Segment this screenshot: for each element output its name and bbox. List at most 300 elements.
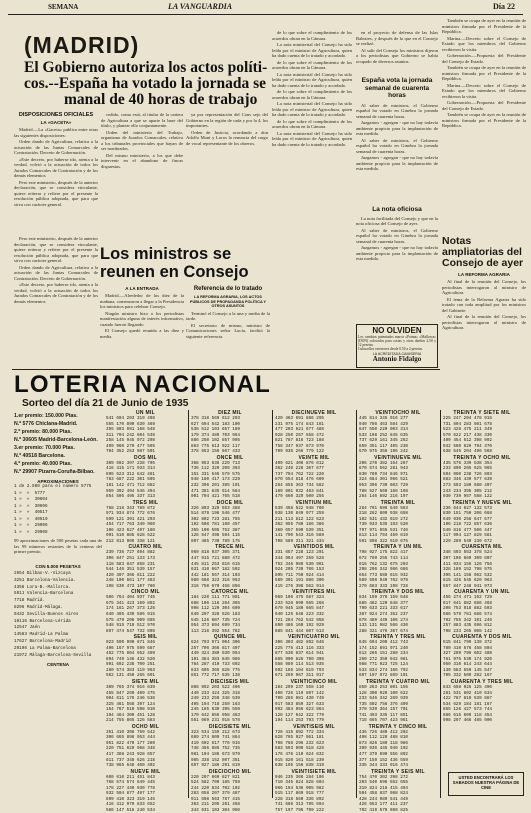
lottery-number-row: 966 194 536 905 982 — [275, 785, 324, 791]
lottery-number-row: 538 512 103 657 189 — [191, 427, 240, 433]
paragraph: La nota ministerial del Consejo ha sido leída por el ministro de Agricultura, quien ha dado cuenta de lo tratado y acordado. — [272, 42, 352, 58]
lottery-number-row: 454 717 763 340 960 — [106, 522, 155, 528]
lottery-number-row: 878 489 449 106 274 — [359, 617, 408, 623]
lottery-thousand-heading: QUINCE MIL — [213, 634, 247, 641]
lottery-thousand-heading: DOCE MIL — [216, 499, 244, 506]
lottery-thousand-heading: UN MIL — [135, 410, 156, 416]
lottery-number-row: 741 493 335 117 851 — [359, 712, 408, 718]
lottery-number-row: 798 233 265 808 142 — [443, 628, 492, 634]
lottery-thousand-heading: VEINTICUATRO MIL — [288, 634, 340, 641]
lottery-number-row: 233 546 342 269 939 — [359, 696, 408, 702]
ad-body: Los cambios patentados marca «Poima» «Mallorca» (DON) colocados para costas y otras dueños 2,50 y 12 pesetas. — [358, 335, 436, 348]
lottery-number-row: 790 633 221 333 617 — [359, 606, 408, 612]
lottery-column — [440, 410, 521, 798]
lottery-number-row: 212 813 906 338 121 — [106, 538, 155, 544]
con-5000-line: 3251 Barcelona-Valencia. — [14, 577, 76, 583]
lottery-number-row: 456 274 471 162 729 — [443, 595, 492, 601]
lottery-number-row: 649 930 258 647 677 — [443, 516, 492, 522]
lottery-number-row: 151 331 546 579 575 — [191, 471, 240, 477]
lottery-number-row: 899 410 323 319 145 — [106, 796, 155, 802]
lottery-number-row: 752 346 989 530 981 — [275, 561, 324, 567]
lottery-number-row: 533 108 252 845 635 — [359, 432, 408, 438]
lottery-number-row: 600 610 211 451 843 — [106, 774, 155, 780]
lottery-number-row: 811 737 348 626 218 — [106, 757, 155, 763]
left-column — [14, 112, 98, 247]
lottery-number-row: 228 318 560 336 892 — [275, 796, 324, 802]
lottery-number-row: 988 771 923 725 124 — [359, 662, 408, 668]
lottery-number-row: 298 206 342 986 686 — [359, 567, 408, 573]
aproximacion-line: 1 de 2.500 para el número 5775 — [14, 484, 92, 489]
no-olviden-ad — [356, 324, 438, 368]
lottery-number-row: 415 276 398 562 914 — [275, 583, 324, 589]
lottery-number-row: 548 915 710 512 970 — [106, 623, 155, 629]
con-5000-line: 8296 Madrid-Málaga. — [14, 604, 63, 610]
lottery-number-row: 586 147 516 240 534 — [106, 807, 155, 813]
con-5000-line: 2654 Bilbao-V.-Vizcaya — [14, 571, 71, 576]
paragraph: de lo que sobre el cumplimiento de los acuerdos obran en la Cámara. — [272, 30, 352, 41]
lottery-number-row: 815 426 545 620 963 — [443, 578, 492, 584]
paragraph: de lo que sobre el cumplimiento de los acuerdos obran en la Cámara. — [272, 89, 352, 100]
lottery-number-row: 270 683 333 198 728 — [359, 583, 408, 589]
entrada-sub: A LA ENTRADA — [125, 286, 159, 291]
premio-line: N.º 5776 Chiclana-Madrid. — [14, 421, 78, 427]
lottery-number-row: 589 598 940 762 979 — [359, 578, 408, 584]
paragraph: El tema de la Reforma Agraria ha sido tratado con toda amplitud por los ministros del Gabinete. — [442, 296, 526, 313]
lottery-number-row: 870 554 818 476 609 — [275, 477, 324, 483]
lottery-number-row: 378 653 156 667 433 — [191, 449, 240, 455]
paragraph: en el proyecto de defensa de las Islas Baleares, y después de lo que en el Consejo se realizó. — [356, 30, 438, 46]
paragraph: de lo que sobre el cumplimiento de los acuerdos obran en la Cámara. — [272, 118, 352, 129]
paragraph: Al saber de ministros, el Gobierno español ha votado en Ginebra la jornada semanal de cuarenta horas. — [356, 102, 438, 119]
con-5000-line: 12547 Jaén — [14, 625, 40, 631]
lottery-number-row: 435 576 339 538 354 — [443, 460, 492, 466]
column-5 — [356, 30, 438, 360]
lottery-number-row: 886 250 102 857 995 — [191, 438, 240, 444]
headline-line-3: manal de 40 horas de trabajo — [64, 91, 258, 108]
lottery-number-row: 924 205 739 706 153 — [275, 567, 324, 573]
lottery-thousand-heading: CATORCE MIL — [211, 589, 249, 596]
lottery-title: LOTERIA NACIONAL — [14, 371, 271, 398]
lottery-number-row: 566 579 781 686 574 — [443, 611, 492, 617]
lottery-thousand-heading: VEINTISIETE MIL — [291, 768, 337, 775]
lottery-number-row: 232 396 201 395 191 — [191, 483, 240, 489]
masthead-center: LA VANGUARDIA — [168, 2, 233, 11]
lottery-thousand-heading: DOS MIL — [134, 454, 157, 461]
left-column-body — [14, 127, 98, 247]
paragraph: La nota facilitada del Consejo y que en la nota oficiosa del Consejo de ayer. — [356, 215, 438, 226]
paragraph: de lo que sobre el cumplimiento de los acuerdos obran en la Cámara. — [272, 59, 352, 70]
premio-line: 3.er premio: 70.000 Ptas. — [14, 445, 75, 451]
lottery-thousand-heading: DIECIOCHO MIL — [208, 768, 252, 775]
lottery-number-row: 738 965 648 400 402 — [106, 763, 155, 769]
lottery-number-row: 178 227 440 930 778 — [106, 785, 155, 791]
lottery-number-row: 471 381 835 514 564 — [191, 488, 240, 494]
lottery-number-row: 671 269 967 311 917 — [275, 673, 324, 679]
lottery-number-row: 419 692 617 776 915 — [191, 740, 240, 746]
lottery-number-row: 477 203 621 677 486 — [275, 427, 324, 433]
reforma-agraria-sub: LA REFORMA AGRARIA — [458, 272, 510, 277]
ministers-left — [100, 286, 184, 363]
lottery-number-row: 700 286 981 430 749 — [275, 696, 324, 702]
lottery-thousand-heading: CINCO MIL — [131, 589, 160, 596]
lottery-number-row: 164 299 237 558 110 — [275, 684, 324, 690]
lottery-number-row: 128 127 942 322 779 — [275, 712, 324, 718]
lottery-number-row: 436 726 480 412 202 — [359, 729, 408, 735]
lottery-number-row: 233 890 205 625 965 — [443, 466, 492, 472]
lottery-thousand-heading: SIETE MIL — [131, 678, 160, 685]
lottery-number-row: 194 114 253 793 779 — [275, 718, 324, 724]
lottery-number-row: 885 841 444 807 513 — [275, 628, 324, 634]
lottery-thousand-heading: VEINTIOCHO MIL — [375, 410, 421, 416]
lottery-thousand-heading: TRES MIL — [132, 499, 159, 506]
paragraph: Pero este ministerio, después de la anterior declaración, que se considera vinculante, quiere reiterar y refiere por el presente la resolución pública adoptada, que para que sirva con carácter general. — [14, 179, 98, 207]
lottery-number-row: 422 787 810 539 887 — [443, 696, 492, 702]
lottery-thousand-heading: TREINTA Y CUATRO MIL — [365, 678, 431, 685]
lottery-number-row: 847 550 220 903 314 — [359, 427, 408, 433]
paragraph: Terminó el Consejo a la una y media de la tarde. — [186, 310, 270, 321]
lottery-number-row: 102 531 432 619 272 — [359, 516, 408, 522]
lottery-number-row: 442 181 567 314 103 — [191, 572, 240, 578]
paragraph: Madrid.—La «Gaceta» publica entre otras las siguientes disposiciones: — [14, 127, 98, 138]
con-5000-line: 4358 Lora-B.-Mallorca. — [14, 584, 71, 590]
lottery-thousand-heading: TREINTA Y OCHO MIL — [453, 454, 511, 461]
lottery-number-row: 792 755 342 101 246 — [443, 617, 492, 623]
lottery-number-row: 570 975 356 196 242 — [359, 449, 408, 455]
con-5000-line: 20196 La Palma-Barcelona — [14, 645, 76, 651]
lottery-number-row: 302 802 723 281 755 — [191, 516, 240, 522]
lottery-number-row: 813 114 794 469 819 — [359, 533, 408, 539]
lottery-number-row: 940 786 463 584 429 — [359, 421, 408, 427]
paragraph: La nota ministerial del Consejo ha sido leída por el ministro de Agricultura, quien ha dado cuenta de lo tratado y acordado. — [272, 130, 352, 147]
lottery-number-row: 991 510 885 628 522 — [106, 533, 155, 539]
con-5000-line: 14583 Madrid-La Palma — [14, 632, 69, 638]
paragraph: Al final de la reunión del Consejo, los periodistas interrogaron al ministro de Agricultura. — [442, 314, 526, 330]
lottery-number-row: 283 658 207 379 487 — [191, 791, 240, 797]
lottery-number-row: 757 197 795 799 222 — [275, 807, 324, 813]
lottery-number-row: 557 847 248 941 973 — [443, 583, 492, 589]
lottery-number-row: 141 790 543 316 589 — [275, 533, 324, 539]
lottery-number-row: 133 131 982 566 430 — [359, 623, 408, 629]
lottery-number-row: 174 152 891 971 240 — [359, 645, 408, 651]
lottery-number-row: 426 653 177 411 237 — [359, 802, 408, 808]
lottery-number-row: 894 749 146 432 520 — [106, 656, 155, 662]
lottery-number-row: 348 503 553 378 524 — [443, 550, 492, 556]
lottery-thousand-heading: VEINTINUEVE MIL — [374, 454, 422, 461]
lottery-number-row: 257 706 366 817 407 — [191, 645, 240, 651]
lottery-thousand-heading: SEIS MIL — [133, 634, 158, 641]
lottery-number-row: 211 113 812 122 523 — [275, 516, 324, 522]
lottery-number-row: 558 989 114 513 935 — [275, 662, 324, 668]
lottery-number-row: 953 396 730 603 729 — [359, 483, 408, 489]
lottery-number-row: 855 126 427 573 744 — [443, 707, 492, 713]
lottery-thousand-heading: TREINTA MIL — [380, 499, 416, 506]
lottery-number-row: 780 410 676 458 804 — [443, 645, 492, 651]
lottery-thousand-heading: TREINTA Y TRES MIL — [370, 634, 426, 641]
lottery-number-row: 411 934 156 126 756 — [443, 561, 492, 567]
paragraph: Marina.—Decreto sobre el Consejo de Estado que los miembros del Gobierno recibieron la visita. — [442, 82, 526, 99]
lottery-number-row: 248 100 661 177 463 — [106, 578, 155, 584]
lottery-number-row: 768 768 296 232 623 — [275, 740, 324, 746]
lottery-number-row: 562 131 450 265 691 — [106, 673, 155, 679]
ad-title: NO OLVIDEN — [372, 326, 422, 335]
lottery-number-row: 851 772 717 635 138 — [191, 673, 240, 679]
lottery-number-row: 306 303 482 892 646 — [275, 640, 324, 646]
lottery-number-row: 640 495 439 585 915 — [106, 611, 155, 617]
lottery-number-row: 126 547 498 594 115 — [191, 533, 240, 539]
lottery-number-row: 264 146 892 216 197 — [359, 494, 408, 500]
paragraph: Juzgamos - agregan - que no hay todavía ambiente propicio para la implantación de esta medida. — [356, 245, 438, 261]
paragraph: Al saber de ministros, el Gobierno español ha votado en Ginebra la jornada semanal de cuarenta horas. — [356, 137, 438, 154]
headline-line-2: cos.--España ha votado la jornada se — [24, 75, 266, 92]
column-6 — [442, 18, 526, 363]
lottery-number-row: 179 374 489 703 964 — [191, 432, 240, 438]
lottery-number-row: 843 658 925 125 406 — [443, 684, 492, 690]
lottery-number-row: 555 170 890 630 469 — [106, 421, 155, 427]
paragraph: Madrid.—Alrededor de las diez de la mañana, comenzaron a llegar a la Presidencia los ministros para celebrar Consejo. — [100, 293, 184, 309]
con-5000-line: 10116 Barcelona-Lérida — [14, 618, 71, 624]
lottery-number-row: 930 739 987 588 122 — [443, 494, 492, 500]
lottery-number-row: 343 631 103 304 950 — [191, 807, 240, 813]
lottery-number-row: 176 476 110 624 832 — [275, 751, 324, 757]
lottery-number-row: 570 622 217 438 330 — [443, 432, 492, 438]
gaceta-subtitle: LA «GACETA» — [40, 120, 72, 125]
lottery-number-row: 833 605 365 828 775 — [191, 667, 240, 673]
lottery-number-row: 870 574 562 281 943 — [359, 466, 408, 472]
lottery-number-row: 784 287 410 733 602 — [191, 662, 240, 668]
lottery-number-row: 928 250 267 558 472 — [275, 432, 324, 438]
lottery-number-row: 624 793 971 904 306 — [191, 640, 240, 646]
lottery-number-row: 768 574 574 649 445 — [106, 780, 155, 786]
lottery-number-row: 631 410 667 182 502 — [191, 567, 240, 573]
paragraph: La nota ministerial del Consejo ha sido leída por el ministro de Agricultura, quien ha dado cuenta de lo tratado y acordado. — [272, 101, 352, 117]
paragraph: Juzgamos - agregan - que no hay todavía ambiente propicio para la implantación de esta medida. — [356, 120, 438, 136]
premio-line: 4.º premio: 40.000 Ptas. — [14, 461, 72, 467]
lottery-number-row: 198 530 473 107 780 — [106, 583, 155, 589]
lottery-number-row: 477 379 690 556 892 — [359, 751, 408, 757]
entrada-body — [100, 293, 184, 363]
lottery-number-row: 938 130 849 977 259 — [275, 511, 324, 517]
lottery-number-row: 496 167 975 599 687 — [106, 645, 155, 651]
lottery-number-row: 344 964 497 259 528 — [275, 556, 324, 562]
lottery-number-row: 575 479 208 909 695 — [106, 617, 155, 623]
lottery-number-row: 405 194 718 259 163 — [191, 701, 240, 707]
ad-tag: LA ACREDITADA CAMISERIA — [372, 352, 422, 356]
lottery-number-row: 540 816 477 506 447 — [443, 527, 492, 533]
notas-body — [442, 279, 526, 349]
lottery-number-row: 479 660 329 500 255 — [275, 494, 324, 500]
ad-sub: Cubacollos exteriores desde 0,50 a 2 pesetas. — [358, 347, 423, 351]
lottery-number-row: 101 384 383 845 986 — [191, 656, 240, 662]
lottery-number-row: 378 318 569 612 293 — [191, 416, 240, 421]
lottery-number-row: 697 927 186 291 819 — [191, 763, 240, 769]
lottery-number-row: 328 189 152 798 975 — [443, 567, 492, 573]
lottery-number-row: 420 463 691 886 295 — [275, 416, 324, 421]
lottery-number-row: 362 240 226 367 677 — [275, 466, 324, 472]
lottery-number-row: 264 855 363 734 582 — [275, 483, 324, 489]
ministers-headline-2: reunen en Consejo — [100, 263, 249, 281]
lottery-number-row: 306 847 251 133 173 — [106, 556, 155, 562]
paragraph: Orden dando de Agricultura, relativa a la actuación de las Juntas Comarcales de Contratación. Decreto de Gobernación. — [14, 264, 98, 281]
lottery-number-row: 709 936 266 779 122 — [275, 449, 324, 455]
lottery-numbers-grid — [104, 410, 526, 813]
lottery-number-row: 504 990 238 726 803 — [443, 471, 492, 477]
lottery-number-row: 288 321 476 367 674 — [359, 628, 408, 634]
lottery-number-row: 196 218 722 857 636 — [443, 522, 492, 528]
paragraph: Al saber de ministros, el Gobierno español ha votado en Ginebra la jornada semanal de cuarenta horas. — [356, 227, 438, 244]
lottery-number-row: 399 936 445 940 102 — [359, 746, 408, 752]
lottery-number-row: 821 787 816 723 188 — [275, 438, 324, 444]
lottery-number-row: 351 410 308 759 542 — [106, 729, 155, 735]
lottery-number-row: 768 218 343 789 872 — [106, 505, 155, 511]
lottery-number-row: 638 195 156 838 319 — [275, 763, 324, 769]
lottery-number-row: 316 750 670 456 856 — [191, 583, 240, 589]
paragraph: Orden del ministerio del Trabajo, organismo de Jurados Comarcales, relativa a los tribunales provinciales que hayan de ser nombrados. — [101, 129, 183, 151]
lottery-number-row: 679 945 180 665 847 — [275, 606, 324, 612]
lottery-number-row: 591 898 322 510 675 — [359, 538, 408, 544]
lottery-number-row: 897 474 547 732 808 — [106, 628, 155, 634]
lottery-number-row: 788 527 560 168 198 — [359, 488, 408, 494]
lottery-number-row: 783 687 222 301 505 — [106, 477, 155, 483]
lottery-number-row: 440 233 424 325 318 — [191, 690, 240, 696]
paragraph: Ningún ministro hizo a los periodistas manifestación alguna de interés informativo, cuando fueron llegando. — [100, 310, 184, 327]
ministers-headline-1: Los ministros se — [100, 245, 232, 263]
lottery-number-row: 828 765 927 961 181 — [275, 735, 324, 741]
lottery-column — [356, 410, 437, 813]
lottery-number-row: 895 711 750 924 414 — [275, 572, 324, 578]
paragraph: También se ocupa de ayer en la reunión de ministros firmada por el Presidente de la República. — [442, 65, 526, 81]
lottery-number-row: 236 644 627 132 573 — [443, 505, 492, 511]
masthead-date: Día 22 — [493, 2, 515, 11]
lottery-rule-top — [12, 369, 440, 370]
lottery-number-row: 917 583 859 327 633 — [275, 701, 324, 707]
notas-ampliatorias-title: Notas ampliatorias del Consejo de ayer — [442, 235, 524, 269]
lottery-number-row: 258 145 945 972 208 — [106, 438, 155, 444]
nota-oficiosa-title: La nota oficiosa — [372, 205, 422, 213]
aproximacion-line: 1 » » 40519 — [14, 516, 48, 522]
lottery-number-row: 599 121 391 421 293 — [106, 516, 155, 522]
lottery-thousand-heading: OCHO MIL — [131, 723, 160, 730]
lottery-thousand-heading: NUEVE MIL — [130, 768, 161, 775]
lottery-number-row: 708 589 311 321 434 — [275, 538, 324, 544]
lottery-column — [188, 410, 269, 813]
lottery-number-row: 954 373 894 699 734 — [191, 623, 240, 629]
lottery-number-row: 539 468 522 948 760 — [275, 505, 324, 511]
lottery-number-row: 998 112 120 304 609 — [191, 606, 240, 612]
lottery-number-row: 951 822 470 177 289 — [106, 740, 155, 746]
lottery-number-row: 911 598 563 787 415 — [191, 796, 240, 802]
lottery-number-row: 498 112 126 488 810 — [359, 735, 408, 741]
paragraph: Pero este ministerio, después de la anterior declaración, que se considera vinculante, quiere reiterar y refiere por el presente la resolución pública adoptada, que para que sirva con carácter general. — [14, 236, 98, 263]
lottery-number-row: 231 975 174 843 161 — [275, 421, 324, 427]
lottery-number-row: 754 470 302 398 272 — [359, 774, 408, 780]
lottery-number-row: 445 811 253 816 615 — [191, 561, 240, 567]
lottery-thousand-heading: DIECISIETE MIL — [209, 723, 251, 730]
lottery-number-row: 932 504 877 497 177 — [106, 791, 155, 797]
lottery-number-row: 174 161 267 373 126 — [106, 606, 155, 612]
lottery-number-row: 220 751 629 968 348 — [106, 746, 155, 752]
lottery-number-row: 737 794 762 722 220 — [275, 471, 324, 477]
lottery-number-row: 672 769 255 743 114 — [359, 556, 408, 562]
lottery-number-row: 705 332 509 282 167 — [443, 673, 492, 679]
con-5000-list — [14, 571, 102, 659]
lottery-number-row: 117 994 127 829 581 — [443, 533, 492, 539]
lottery-number-row: 895 523 312 642 461 — [106, 471, 155, 477]
lottery-number-row: 192 508 781 160 457 — [191, 522, 240, 528]
lottery-number-row: 506 764 404 937 745 — [106, 595, 155, 601]
lottery-number-row: 449 324 380 930 954 — [191, 651, 240, 657]
lottery-number-row: 280 574 383 119 963 — [106, 667, 155, 673]
paragraph: ya por representación del Cons sejo del Gobierno en la región de cada y por la 4, los importantes. — [186, 112, 268, 128]
lottery-number-row: 368 953 636 229 713 — [191, 460, 240, 466]
paragraph: El secretario de mismo, ministro de Comunicaciones señor Lucía, facilitó la siguiente referencia. — [186, 322, 270, 339]
lottery-number-row: 499 960 270 477 595 — [106, 443, 155, 449]
lottery-number-row: 323 534 159 212 673 — [191, 729, 240, 735]
lottery-number-row: 883 346 439 577 639 — [443, 477, 492, 483]
lottery-number-row: 524 582 709 185 759 — [191, 780, 240, 786]
lottery-number-row: 417 388 243 928 657 — [106, 751, 155, 757]
con-5000-line: 5911 Valencia-Barcelona — [14, 591, 74, 597]
lottery-number-row: 873 826 180 118 986 — [359, 740, 408, 746]
lottery-thousand-heading: VEINTIUN MIL — [295, 499, 333, 506]
aproximaciones-title: APROXIMACIONES — [37, 479, 79, 484]
lottery-number-row: 331 657 228 123 291 — [275, 550, 324, 556]
referencia-sub: LA REFORMA AGRARIA, LOS ACTOS PÚBLICOS DE PROPAGANDA POLÍTICA Y OTROS ASUNTOS — [189, 295, 267, 308]
lottery-number-row: 969 818 937 305 371 — [191, 550, 240, 556]
paragraph: La nota ministerial del Consejo ha sido leída por el ministro de Agricultura, quien ha dado cuenta de lo tratado y acordado. — [272, 71, 352, 88]
aproximaciones-list — [14, 484, 102, 536]
lottery-number-row: 325 461 558 397 124 — [106, 701, 155, 707]
lottery-number-row: 307 106 669 309 807 — [443, 556, 492, 562]
lottery-sorteo: Sorteo del día 21 de Junio de 1935 — [22, 398, 189, 409]
lottery-number-row: 923 590 990 671 846 — [106, 640, 155, 646]
lottery-number-row: 544 146 351 539 157 — [106, 567, 155, 573]
lottery-number-row: 239 736 727 694 882 — [106, 550, 155, 556]
lottery-number-row: 704 352 253 987 501 — [106, 449, 155, 455]
ad-brand: Antonio Fidalgo — [372, 355, 422, 363]
lottery-number-row: 194 464 300 451 128 — [106, 712, 155, 718]
lottery-number-row: 335 344 333 916 474 — [359, 763, 408, 769]
lottery-thousand-heading: CUARENTA Y DOS MIL — [452, 634, 512, 641]
centena-title: CENTENA — [46, 662, 70, 668]
lottery-number-row: 545 126 607 735 724 — [191, 617, 240, 623]
lottery-number-row: 154 767 510 598 910 — [106, 707, 155, 713]
lottery-number-row: 640 125 648 223 332 — [275, 611, 324, 617]
lottery-number-row: 244 220 834 702 102 — [191, 785, 240, 791]
lottery-number-row: 980 660 323 316 953 — [191, 578, 240, 584]
cine-notice-text: USTED ENCONTRARÁ LOS SABADOS NUESTRA PÁGINA DE CINE — [452, 775, 520, 790]
paragraph: Gobernación.—Propuesta del Presidente del Consejo de Estado. — [442, 53, 526, 64]
lottery-number-row: 761 975 530 174 920 — [443, 656, 492, 662]
lottery-thousand-heading: VEINTICINCO MIL — [290, 678, 338, 685]
lottery-thousand-heading: DIEZ MIL — [218, 410, 242, 416]
lottery-number-row: 534 629 184 181 167 — [443, 701, 492, 707]
lottery-number-row: 170 642 856 958 463 — [191, 712, 240, 718]
jornada-title: España vota la jornada semanal de cuarenta horas — [361, 77, 433, 99]
lottery-number-row: 736 112 320 209 393 — [191, 466, 240, 472]
lottery-thousand-heading: TREINTA Y UN MIL — [373, 544, 423, 551]
lottery-number-row: 360 657 590 539 351 — [275, 527, 324, 533]
lottery-number-row: 638 545 204 496 568 — [443, 449, 492, 455]
aproximacion-line: 1 » » 30604 — [14, 497, 48, 502]
lottery-number-row: 218 262 809 938 698 — [359, 511, 408, 517]
lottery-number-row: 387 924 274 352 237 — [359, 611, 408, 617]
lottery-number-row: 627 694 542 183 100 — [191, 421, 240, 427]
lottery-number-row: 942 560 629 794 370 — [443, 443, 492, 449]
lottery-number-row: 362 955 780 186 386 — [275, 522, 324, 528]
aproximacion-line: 1 » » 29908 — [14, 529, 48, 535]
con-5000-line: 7718 Madrid. — [14, 598, 45, 604]
column-6-top — [442, 18, 526, 233]
